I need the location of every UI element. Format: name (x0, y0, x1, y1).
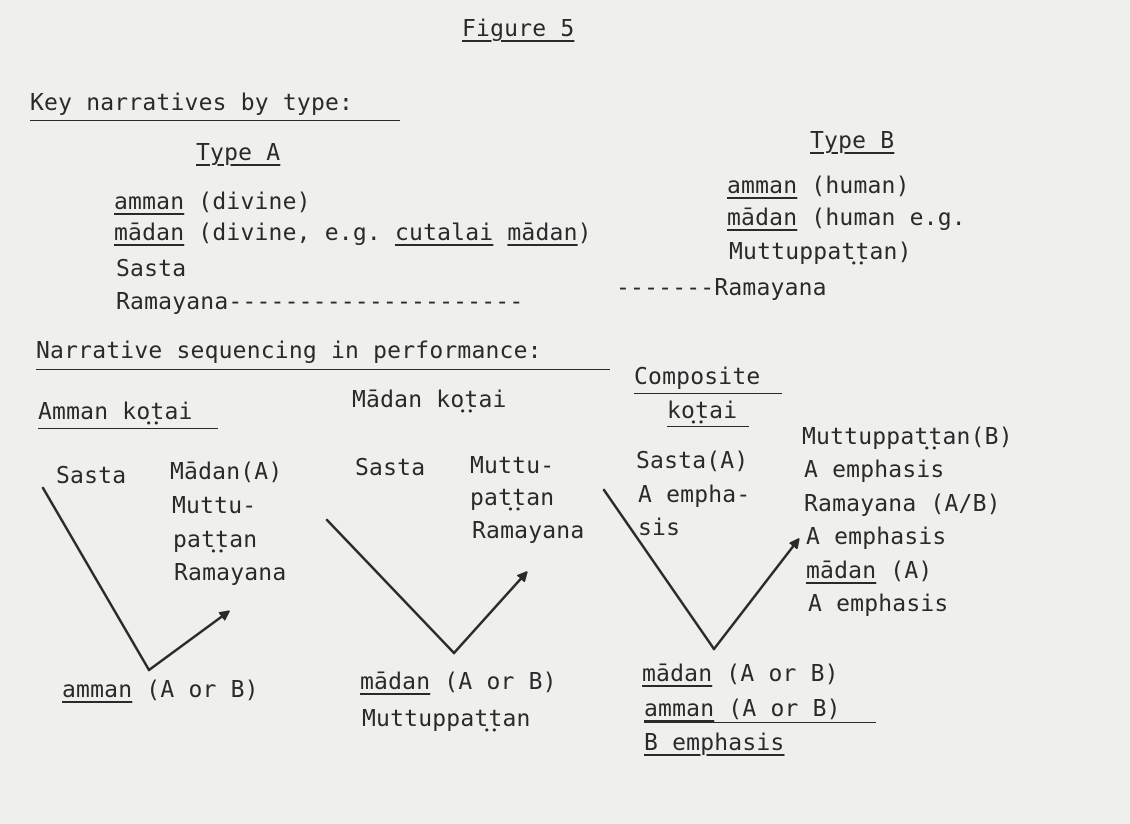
type-a-label: Type A (196, 140, 281, 166)
madan-kotai-muttu: Muttu- (470, 453, 555, 479)
amman-term: amman (644, 696, 715, 722)
word-part: Muttuppat (802, 424, 929, 450)
title-part: ai (164, 399, 193, 425)
amman-kotai-muttu: Muttu- (172, 493, 257, 519)
word-part: an (502, 706, 531, 732)
title-part: t •• (150, 399, 164, 425)
amman-kotai-madan-a: Mādan(A) (170, 459, 283, 485)
composite-left-3: sis (638, 515, 681, 541)
madan-gloss: (human e.g. (797, 205, 966, 231)
madan-kotai-v-arrow (327, 520, 526, 653)
madan-term: mādan (360, 669, 431, 695)
type-a-sasta: Sasta (116, 256, 187, 282)
composite-right-4: A emphasis (806, 524, 947, 550)
amman-term: amman (114, 189, 185, 215)
madan-gloss: (divine, e.g. (184, 220, 395, 246)
word-part: pat (470, 485, 513, 511)
word-part: pat (173, 527, 216, 553)
composite-kotai-v-arrow (604, 490, 798, 649)
word-part: t •• (215, 527, 229, 553)
title-part: Amman ko (38, 399, 151, 425)
madan-kotai-left-label: Sasta (355, 455, 426, 481)
word-part: Muttuppat (729, 239, 856, 265)
type-b-label: Type B (810, 128, 895, 154)
composite-left-2: A empha- (638, 482, 751, 508)
word-part: an (526, 485, 555, 511)
amman-gloss: (human) (797, 173, 910, 199)
word-part: t •• (512, 485, 526, 511)
bottom-gloss: (A or B) (430, 669, 557, 695)
madan-term: mādan (642, 661, 713, 687)
amman-gloss: (divine) (184, 189, 311, 215)
word-part: t •• (488, 706, 502, 732)
composite-left-1: Sasta(A) (636, 448, 749, 474)
bottom-gloss: (A or B) (714, 696, 841, 722)
title-part: ai (478, 387, 507, 413)
composite-right-2: A emphasis (804, 457, 945, 483)
amman-term: amman (62, 677, 133, 703)
madan-term-2: mādan (507, 220, 578, 246)
madan-term: mādan (114, 220, 185, 246)
composite-bottom-3: B emphasis (644, 730, 785, 756)
madan-close: ) (577, 220, 592, 246)
title-part: ai (709, 398, 738, 424)
madan-kotai-ramayana: Ramayana (472, 518, 585, 544)
sequencing-heading: Narrative sequencing in performance: (36, 338, 542, 364)
composite-right-6: A emphasis (808, 591, 949, 617)
word-part: an(B) (942, 424, 1013, 450)
title-part: Mādan ko (352, 387, 465, 413)
type-b-ramayana: -------Ramayana (616, 275, 827, 301)
cutalai-term: cutalai (394, 220, 494, 246)
type-a-ramayana: Ramayana--------------------- (116, 289, 524, 315)
word-part: an) (869, 239, 912, 265)
title-part: ko (667, 398, 696, 424)
key-narratives-heading: Key narratives by type: (30, 90, 354, 116)
amman-kotai-left-label: Sasta (56, 463, 127, 489)
bottom-gloss: (A or B) (712, 661, 839, 687)
word-part: t •• (855, 239, 869, 265)
composite-right-3: Ramayana (A/B) (804, 491, 1001, 517)
word-part: t •• (928, 424, 942, 450)
madan-term: mādan (806, 558, 877, 584)
madan-gloss: (A) (876, 558, 933, 584)
bottom-gloss: (A or B) (132, 677, 259, 703)
amman-term: amman (727, 173, 798, 199)
word-part: Muttuppat (362, 706, 489, 732)
title-part: t •• (464, 387, 478, 413)
amman-kotai-ramayana: Ramayana (174, 560, 287, 586)
madan-term: mādan (727, 205, 798, 231)
amman-kotai-v-arrow (43, 488, 228, 670)
composite-kotai-title-1: Composite (634, 364, 761, 390)
word-part: an (229, 527, 258, 553)
title-part: t •• (695, 398, 709, 424)
figure-title: Figure 5 (462, 16, 575, 42)
